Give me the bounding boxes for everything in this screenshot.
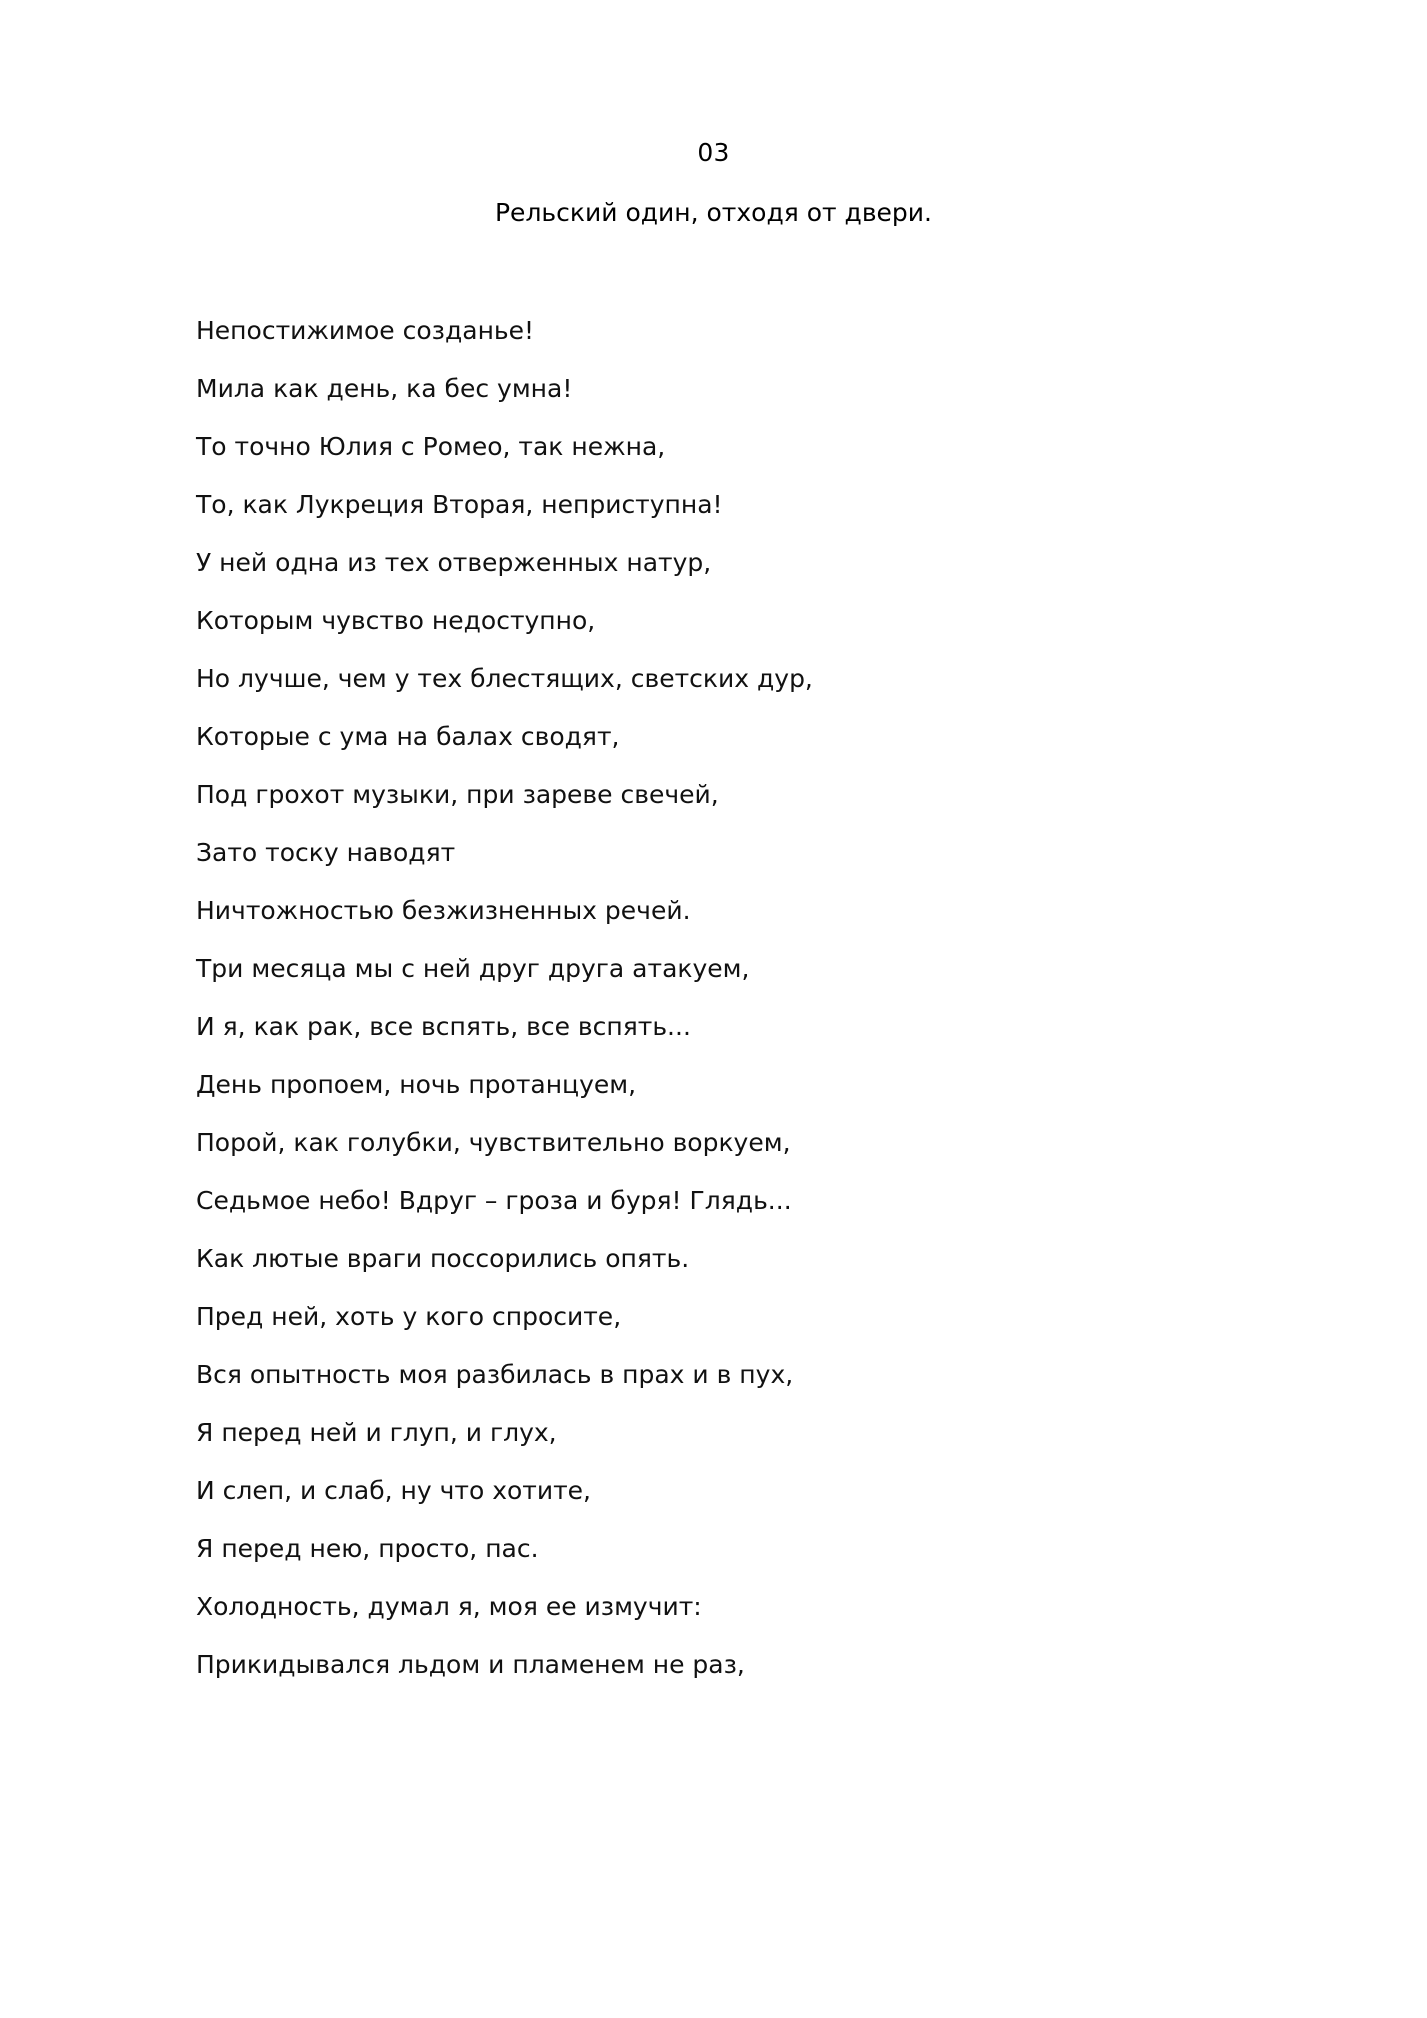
verse-line: И слеп, и слаб, ну что хотите, — [196, 1476, 591, 1505]
verse-block — [196, 318, 1296, 1710]
verse-line: Я перед ней и глуп, и глух, — [196, 1418, 557, 1447]
verse-line: Прикидывался льдом и пламенем не раз, — [196, 1650, 745, 1679]
verse-line: Холодность, думал я, моя ее измучит: — [196, 1592, 702, 1621]
verse-line: Я перед нею, просто, пас. — [196, 1534, 539, 1563]
verse-line: Которым чувство недоступно, — [196, 606, 596, 635]
verse-line: Седьмое небо! Вдруг – гроза и буря! Глядь... — [196, 1186, 792, 1215]
verse-line: Пред ней, хоть у кого спросите, — [196, 1302, 622, 1331]
verse-line: У ней одна из тех отверженных натур, — [196, 548, 712, 577]
verse-line: Порой, как голубки, чувствительно воркуем, — [196, 1128, 791, 1157]
stage-direction: Рельский один, отходя от двери. — [494, 198, 932, 227]
verse-line: Но лучше, чем у тех блестящих, светских дур, — [196, 664, 813, 693]
verse-line: День пропоем, ночь протанцуем, — [196, 1070, 637, 1099]
verse-line: То, как Лукреция Вторая, неприступна! — [196, 490, 723, 519]
verse-line: Три месяца мы с ней друг друга атакуем, — [196, 954, 750, 983]
verse-line: Непостижимое созданье! — [196, 316, 535, 345]
verse-line: Вся опытность моя разбилась в прах и в пух, — [196, 1360, 794, 1389]
verse-line: То точно Юлия с Ромео, так нежна, — [196, 432, 666, 461]
verse-line: Ничтожностью безжизненных речей. — [196, 896, 691, 925]
verse-line: Под грохот музыки, при зареве свечей, — [196, 780, 719, 809]
verse-line: Мила как день, ка бес умна! — [196, 374, 573, 403]
verse-line: И я, как рак, все вспять, все вспять... — [196, 1012, 691, 1041]
page-number: 03 — [697, 138, 730, 167]
verse-line: Которые с ума на балах сводят, — [196, 722, 620, 751]
verse-line: Как лютые враги поссорились опять. — [196, 1244, 690, 1273]
verse-line: Зато тоску наводят — [196, 838, 456, 867]
